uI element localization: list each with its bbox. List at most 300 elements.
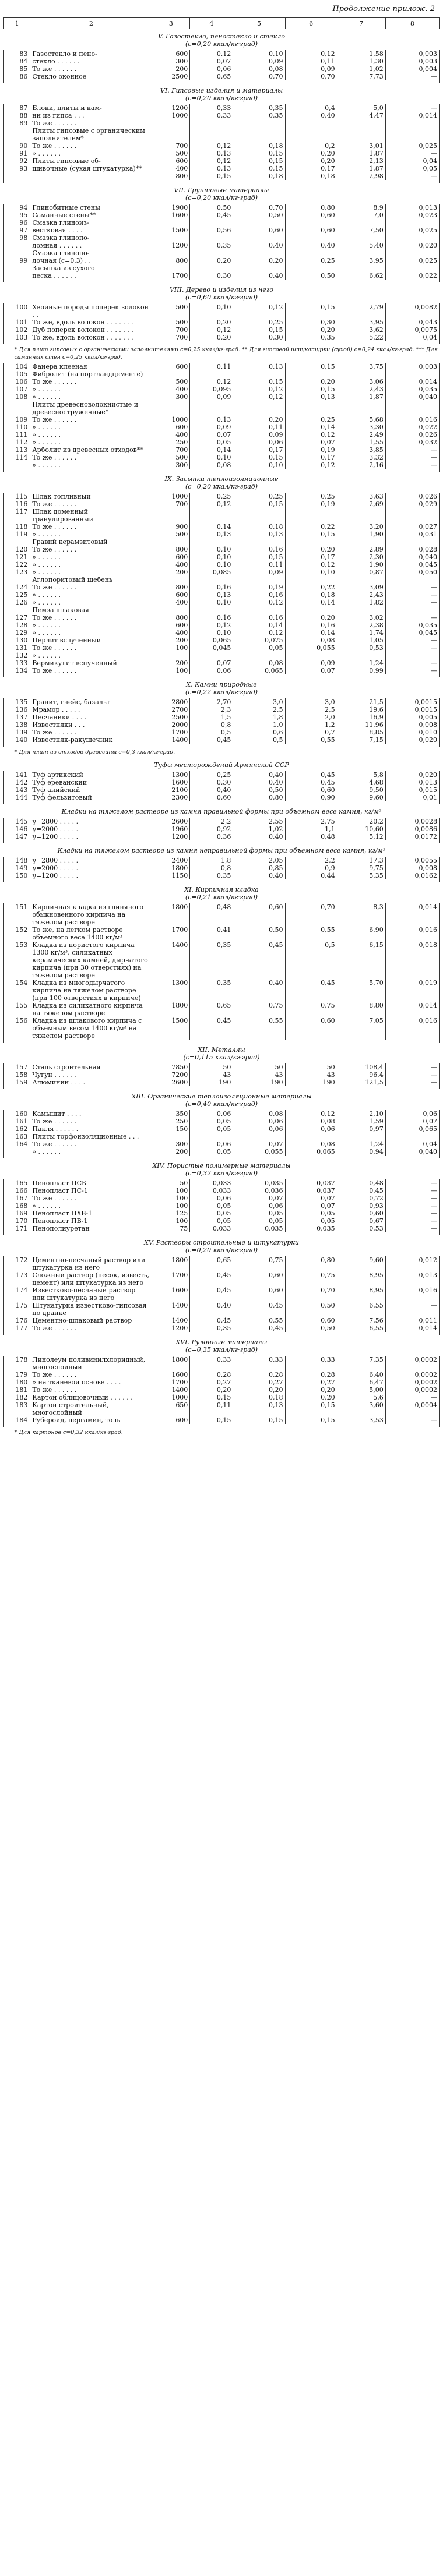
conductivity-b: 0,75	[285, 1002, 337, 1017]
row-number: 100	[4, 303, 30, 319]
conductivity-dry: 0,5	[190, 729, 233, 736]
heat-absorption: 121,5	[337, 1079, 385, 1086]
row-number: 163	[4, 1133, 30, 1140]
conductivity-a	[233, 606, 285, 614]
vapor-permeability: —	[385, 637, 439, 644]
density-value: 400	[152, 431, 190, 439]
material-name: » . . . . . .	[30, 561, 152, 568]
material-name: γ=1200 . . . . .	[30, 872, 152, 879]
material-name: Смазка глинопо-	[30, 234, 152, 242]
material-name: Вермикулит вспученный	[30, 659, 152, 667]
conductivity-dry: 0,65	[190, 73, 233, 80]
conductivity-b: 0,12	[285, 431, 337, 439]
conductivity-a: 3,0	[233, 698, 285, 706]
materials-table	[3, 17, 440, 1438]
row-number	[4, 1148, 30, 1156]
conductivity-a: 0,55	[233, 1017, 285, 1040]
conductivity-b	[285, 401, 337, 416]
conductivity-dry: 0,56	[190, 227, 233, 234]
heat-absorption: 1,58	[337, 50, 385, 58]
vapor-permeability: —	[385, 1225, 439, 1232]
material-name: Туф артикский	[30, 771, 152, 779]
density-value: 250	[152, 1118, 190, 1125]
conductivity-b: 2,75	[285, 818, 337, 825]
density-value: 300	[152, 461, 190, 469]
material-name: То же . . . . . .	[30, 142, 152, 150]
conductivity-b	[285, 1133, 337, 1140]
vapor-permeability: 0,022	[385, 423, 439, 431]
vapor-permeability: 0,035	[385, 386, 439, 393]
heat-absorption: 2,79	[337, 303, 385, 319]
conductivity-dry: 0,08	[190, 461, 233, 469]
row-number: 117	[4, 508, 30, 523]
vapor-permeability: —	[385, 1063, 439, 1071]
conductivity-a: 0,5	[233, 736, 285, 744]
vapor-permeability: —	[385, 1195, 439, 1202]
vapor-permeability: 0,003	[385, 58, 439, 65]
conductivity-b: 0,2	[285, 142, 337, 150]
row-number: 166	[4, 1187, 30, 1195]
density-value	[152, 119, 190, 127]
density-value: 1600	[152, 1371, 190, 1379]
conductivity-a: 0,036	[233, 1187, 285, 1195]
conductivity-b: 0,48	[285, 833, 337, 840]
material-name: То же . . . . . .	[30, 65, 152, 73]
conductivity-dry: 0,05	[190, 439, 233, 446]
conductivity-b: 0,20	[285, 150, 337, 157]
conductivity-b: 0,07	[285, 439, 337, 446]
table-row	[4, 531, 440, 538]
row-number: 177	[4, 1324, 30, 1332]
table-row	[4, 219, 440, 227]
row-number: 160	[4, 1110, 30, 1118]
density-value: 400	[152, 599, 190, 606]
conductivity-b: 0,4	[285, 104, 337, 112]
heat-absorption: 8,85	[337, 729, 385, 736]
heat-absorption: 1,55	[337, 439, 385, 446]
material-name: Саманные стены**	[30, 211, 152, 219]
material-name: » . . . . . .	[30, 629, 152, 637]
density-value: 1700	[152, 1271, 190, 1287]
table-row	[4, 142, 440, 150]
row-number: 137	[4, 713, 30, 721]
material-name: Рубероид, пергамин, толь	[30, 1416, 152, 1424]
heat-absorption	[337, 127, 385, 142]
conductivity-b: 0,15	[285, 386, 337, 393]
table-row	[4, 1324, 440, 1332]
vapor-permeability: 0,011	[385, 1317, 439, 1324]
heat-absorption	[337, 370, 385, 378]
density-value: 1400	[152, 736, 190, 744]
density-value: 1600	[152, 211, 190, 219]
section-header	[4, 29, 440, 51]
heat-absorption	[337, 264, 385, 272]
material-name: » . . . . . .	[30, 461, 152, 469]
heat-absorption: 5,68	[337, 416, 385, 423]
section-header	[4, 758, 440, 771]
table-row	[4, 637, 440, 644]
conductivity-b: 0,70	[285, 1287, 337, 1302]
material-name: стекло . . . . . .	[30, 58, 152, 65]
vapor-permeability: 0,025	[385, 257, 439, 264]
conductivity-a: 0,40	[233, 242, 285, 249]
row-number: 154	[4, 979, 30, 1002]
vapor-permeability: —	[385, 667, 439, 674]
row-number: 96	[4, 219, 30, 227]
vapor-permeability: 0,020	[385, 736, 439, 744]
heat-absorption: 5,35	[337, 872, 385, 879]
material-name: То же . . . . . .	[30, 119, 152, 127]
conductivity-b: 0,07	[285, 1202, 337, 1210]
material-name: Пенопласт ПВ-1	[30, 1217, 152, 1225]
table-row	[4, 370, 440, 378]
conductivity-b: 0,15	[285, 1401, 337, 1416]
section-header	[4, 1043, 440, 1063]
conductivity-b: 0,037	[285, 1187, 337, 1195]
vapor-permeability: 0,040	[385, 553, 439, 561]
heat-absorption	[337, 538, 385, 546]
material-name: » . . . . . .	[30, 553, 152, 561]
material-name: Смазка глиноиз-	[30, 219, 152, 227]
conductivity-a: 0,18	[233, 142, 285, 150]
material-name: ни из гипса . . .	[30, 112, 152, 119]
section-header-row	[4, 1043, 440, 1063]
density-value: 125	[152, 1210, 190, 1217]
conductivity-dry: 0,07	[190, 431, 233, 439]
vapor-permeability: 0,04	[385, 334, 439, 341]
conductivity-dry: 0,13	[190, 150, 233, 157]
table-row	[4, 1356, 440, 1371]
conductivity-b: 1,2	[285, 721, 337, 729]
row-number: 104	[4, 363, 30, 370]
density-value: 600	[152, 591, 190, 599]
vapor-permeability: 0,031	[385, 531, 439, 538]
table-row	[4, 523, 440, 531]
conductivity-a: 0,12	[233, 303, 285, 319]
density-value: 800	[152, 614, 190, 621]
table-row	[4, 1195, 440, 1202]
material-name: Известняк-ракушечник	[30, 736, 152, 744]
table-row	[4, 561, 440, 568]
conductivity-dry: 190	[190, 1079, 233, 1086]
material-name: То же . . . . . .	[30, 454, 152, 461]
conductivity-a: 0,15	[233, 326, 285, 334]
section-title: Туфы месторождений Армянской ССР	[154, 761, 289, 769]
material-name: То же, вдоль волокон . . . . . . .	[30, 319, 152, 326]
section-header-row	[4, 677, 440, 698]
conductivity-dry: 0,05	[190, 1210, 233, 1217]
conductivity-a: 0,15	[233, 150, 285, 157]
section-header-row	[4, 183, 440, 204]
vapor-permeability	[385, 234, 439, 242]
table-row	[4, 1148, 440, 1156]
table-row	[4, 721, 440, 729]
vapor-permeability: 0,014	[385, 903, 439, 926]
section-subtitle: (c=0,35 ккал/кг·град)	[185, 1346, 258, 1354]
heat-absorption: 8,95	[337, 1287, 385, 1302]
material-name: » . . . . . .	[30, 386, 152, 393]
table-row	[4, 1394, 440, 1401]
material-name: То же . . . . . .	[30, 614, 152, 621]
section-header-row	[4, 1335, 440, 1356]
conductivity-a: 0,20	[233, 1386, 285, 1394]
vapor-permeability: 0,016	[385, 1017, 439, 1040]
heat-absorption	[337, 606, 385, 614]
table-row	[4, 1202, 440, 1210]
conductivity-a: 0,16	[233, 591, 285, 599]
table-row	[4, 1017, 440, 1040]
vapor-permeability: 0,045	[385, 629, 439, 637]
conductivity-dry: 0,48	[190, 903, 233, 926]
conductivity-b	[285, 652, 337, 659]
density-value: 1800	[152, 864, 190, 872]
density-value: 1000	[152, 112, 190, 119]
vapor-permeability: —	[385, 150, 439, 157]
heat-absorption: 7,0	[337, 211, 385, 219]
conductivity-dry	[190, 370, 233, 378]
conductivity-a	[233, 508, 285, 523]
heat-absorption: 7,56	[337, 1317, 385, 1324]
vapor-permeability: 0,014	[385, 112, 439, 119]
table-row	[4, 1179, 440, 1187]
vapor-permeability: —	[385, 584, 439, 591]
row-number: 123	[4, 568, 30, 576]
material-name: песка . . . . . .	[30, 272, 152, 280]
table-row	[4, 431, 440, 439]
density-value: 1700	[152, 1379, 190, 1386]
vapor-permeability: —	[385, 1416, 439, 1424]
vapor-permeability: 0,043	[385, 319, 439, 326]
row-number: 88	[4, 112, 30, 119]
row-number	[4, 127, 30, 142]
conductivity-b	[285, 370, 337, 378]
heat-absorption: 0,94	[337, 1148, 385, 1156]
table-row	[4, 319, 440, 326]
conductivity-b: 0,90	[285, 794, 337, 801]
conductivity-a: 0,40	[233, 872, 285, 879]
conductivity-a: 0,18	[233, 172, 285, 180]
section-header	[4, 804, 440, 818]
density-value: 50	[152, 1179, 190, 1187]
conductivity-dry: 0,20	[190, 319, 233, 326]
row-number: 109	[4, 416, 30, 423]
row-number: 182	[4, 1394, 30, 1401]
conductivity-dry: 0,45	[190, 211, 233, 219]
row-number: 97	[4, 227, 30, 234]
conductivity-b: 0,33	[285, 1356, 337, 1371]
density-value: 400	[152, 629, 190, 637]
conductivity-dry	[190, 538, 233, 546]
conductivity-b: 2,5	[285, 706, 337, 713]
material-name: Пемза шлаковая	[30, 606, 152, 614]
conductivity-a: 0,60	[233, 903, 285, 926]
vapor-permeability	[385, 127, 439, 142]
vapor-permeability: 0,0028	[385, 818, 439, 825]
conductivity-dry: 0,20	[190, 257, 233, 264]
material-name: Перлит вспученный	[30, 637, 152, 644]
conductivity-a: 0,28	[233, 1371, 285, 1379]
row-number: 139	[4, 729, 30, 736]
conductivity-dry: 0,10	[190, 629, 233, 637]
conductivity-dry: 0,50	[190, 204, 233, 211]
vapor-permeability: 0,029	[385, 500, 439, 508]
density-value: 1400	[152, 1386, 190, 1394]
density-value: 1000	[152, 416, 190, 423]
table-row	[4, 423, 440, 431]
conductivity-b: 0,037	[285, 1179, 337, 1187]
heat-absorption: 0,72	[337, 1195, 385, 1202]
row-number: 156	[4, 1017, 30, 1040]
conductivity-dry: 0,05	[190, 1118, 233, 1125]
conductivity-a: 1,8	[233, 713, 285, 721]
density-value	[152, 127, 190, 142]
table-row	[4, 1302, 440, 1317]
table-row	[4, 1063, 440, 1071]
footnote: * Для картонов c=0,32 ккал/кг·град.	[14, 1429, 123, 1436]
heat-absorption	[337, 1133, 385, 1140]
table-row	[4, 538, 440, 546]
table-row	[4, 257, 440, 264]
conductivity-b: 0,30	[285, 319, 337, 326]
table-row	[4, 713, 440, 721]
section-subtitle: (c=0,60 ккал/кг·град)	[185, 294, 258, 301]
material-name: Хвойные породы поперек волокон . .	[30, 303, 152, 319]
vapor-permeability: —	[385, 599, 439, 606]
conductivity-b: 0,07	[285, 1195, 337, 1202]
material-name: Фибролит (на портландцементе)	[30, 370, 152, 378]
density-value: 1300	[152, 979, 190, 1002]
row-number: 127	[4, 614, 30, 621]
table-row	[4, 818, 440, 825]
density-value	[152, 1133, 190, 1140]
vapor-permeability: 0,013	[385, 204, 439, 211]
table-row	[4, 1133, 440, 1140]
material-name: То же . . . . . .	[30, 523, 152, 531]
row-number: 141	[4, 771, 30, 779]
conductivity-dry: 0,35	[190, 1324, 233, 1332]
vapor-permeability: 0,013	[385, 779, 439, 786]
heat-absorption: 5,70	[337, 979, 385, 1002]
conductivity-dry: 0,11	[190, 1401, 233, 1416]
column-header: 8	[385, 18, 439, 29]
conductivity-b: 0,7	[285, 729, 337, 736]
heat-absorption: 6,40	[337, 1371, 385, 1379]
vapor-permeability: —	[385, 659, 439, 667]
material-name: Газостекло и пено-	[30, 50, 152, 58]
material-name: Пенополиуретан	[30, 1225, 152, 1232]
heat-absorption: 0,97	[337, 1125, 385, 1133]
table-row	[4, 736, 440, 744]
vapor-permeability: —	[385, 446, 439, 454]
heat-absorption: 1,24	[337, 659, 385, 667]
heat-absorption: 0,53	[337, 644, 385, 652]
conductivity-a: 0,35	[233, 104, 285, 112]
row-number: 106	[4, 378, 30, 386]
conductivity-a: 0,13	[233, 363, 285, 370]
density-value: 400	[152, 386, 190, 393]
conductivity-dry: 2,70	[190, 698, 233, 706]
column-header: 1	[4, 18, 30, 29]
material-name: Мрамор . . . . .	[30, 706, 152, 713]
conductivity-b: 0,20	[285, 1394, 337, 1401]
conductivity-b: 0,45	[285, 771, 337, 779]
density-value: 600	[152, 423, 190, 431]
density-value: 800	[152, 172, 190, 180]
conductivity-dry: 0,35	[190, 979, 233, 1002]
conductivity-b: 0,80	[285, 204, 337, 211]
density-value: 2500	[152, 73, 190, 80]
row-number: 116	[4, 500, 30, 508]
conductivity-b: 3,0	[285, 698, 337, 706]
conductivity-b: 0,50	[285, 1324, 337, 1332]
section-subtitle: (c=0,22 ккал/кг·град)	[185, 688, 258, 696]
material-name: Сложный раствор (песок, известь, цемент) или штукатурка из него	[30, 1271, 152, 1287]
conductivity-a: 0,065	[233, 667, 285, 674]
heat-absorption: 7,05	[337, 1017, 385, 1040]
conductivity-a	[233, 538, 285, 546]
vapor-permeability: 0,05	[385, 165, 439, 172]
row-number: 148	[4, 857, 30, 864]
conductivity-a: 0,12	[233, 629, 285, 637]
material-name: Пенопласт ПХВ-1	[30, 1210, 152, 1217]
conductivity-dry: 0,40	[190, 1302, 233, 1317]
density-value: 650	[152, 1401, 190, 1416]
row-number: 171	[4, 1225, 30, 1232]
vapor-permeability: 0,0002	[385, 1371, 439, 1379]
table-row	[4, 1217, 440, 1225]
table-row	[4, 416, 440, 423]
conductivity-b: 0,08	[285, 1118, 337, 1125]
row-number: 125	[4, 591, 30, 599]
density-value	[152, 508, 190, 523]
conductivity-b	[285, 538, 337, 546]
section-header-row	[4, 83, 440, 104]
conductivity-dry: 0,10	[190, 454, 233, 461]
row-number: 174	[4, 1287, 30, 1302]
material-name: Алюминий . . . .	[30, 1079, 152, 1086]
conductivity-b: 0,45	[285, 779, 337, 786]
table-row	[4, 211, 440, 219]
heat-absorption: 2,30	[337, 553, 385, 561]
heat-absorption: 1,59	[337, 1118, 385, 1125]
density-value: 700	[152, 500, 190, 508]
material-name: » . . . . . .	[30, 439, 152, 446]
vapor-permeability: 0,019	[385, 979, 439, 1002]
material-name: лочная (c=0,3) . .	[30, 257, 152, 264]
conductivity-dry: 0,20	[190, 334, 233, 341]
vapor-permeability: 0,020	[385, 242, 439, 249]
conductivity-a: 0,15	[233, 165, 285, 172]
conductivity-a: 0,70	[233, 73, 285, 80]
vapor-permeability: 0,025	[385, 142, 439, 150]
material-name: Пакля . . . . . .	[30, 1125, 152, 1133]
row-number: 95	[4, 211, 30, 219]
conductivity-dry: 0,13	[190, 591, 233, 599]
conductivity-dry: 0,16	[190, 614, 233, 621]
vapor-permeability: —	[385, 1302, 439, 1317]
table-row	[4, 1386, 440, 1394]
conductivity-b	[285, 234, 337, 242]
material-name: » . . . . . .	[30, 652, 152, 659]
row-number: 108	[4, 393, 30, 401]
density-value: 500	[152, 454, 190, 461]
row-number: 153	[4, 941, 30, 979]
conductivity-dry: 0,35	[190, 941, 233, 979]
heat-absorption: 4,68	[337, 779, 385, 786]
section-subtitle: (c=0,20 ккал/кг·град)	[185, 40, 258, 48]
density-value: 1800	[152, 903, 190, 926]
conductivity-a	[233, 119, 285, 127]
